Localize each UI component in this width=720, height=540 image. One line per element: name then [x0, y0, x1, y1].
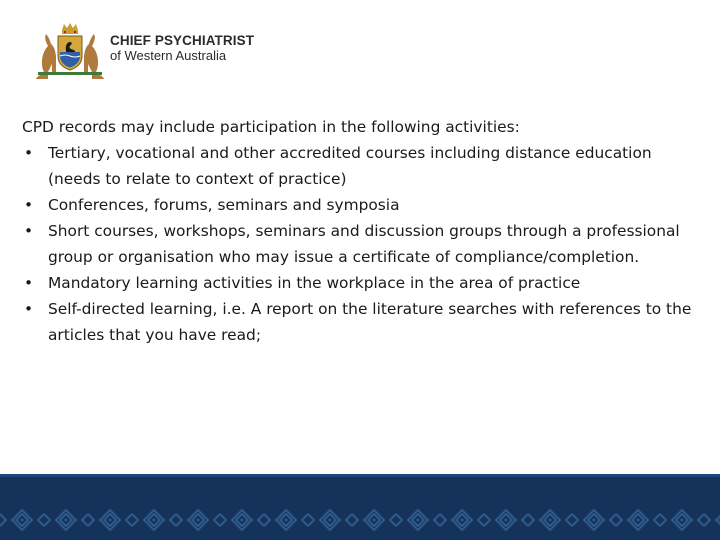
list-item-text: Short courses, workshops, seminars and discussion groups through a professional group or organisation who may issue a certificate of compliance/completion. [48, 222, 680, 266]
footer-band [0, 474, 720, 540]
slide-content [22, 114, 706, 348]
list-item-text: Tertiary, vocational and other accredited courses including distance education (needs to relate to context of practice) [48, 144, 652, 188]
activity-list [22, 140, 706, 348]
organisation-name [110, 33, 254, 63]
bullet-icon: • [24, 222, 34, 240]
footer-pattern [0, 474, 720, 540]
list-item-text: Mandatory learning activities in the workplace in the area of practice [48, 274, 581, 292]
list-item [22, 192, 706, 218]
list-item [22, 140, 706, 192]
list-item-text: Self-directed learning, i.e. A report on the literature searches with references to the articles that you have read; [48, 300, 692, 344]
intro-text: CPD records may include participation in the following activities: [22, 118, 520, 136]
organisation-title: CHIEF PSYCHIATRIST [110, 33, 255, 48]
organisation-subtitle: of Western Australia [110, 48, 227, 63]
bullet-icon: • [24, 144, 34, 162]
bullet-icon: • [24, 274, 34, 292]
bullet-icon: • [24, 300, 34, 318]
bullet-icon: • [24, 196, 34, 214]
wa-coat-of-arms-icon [34, 22, 106, 80]
list-item-text: Conferences, forums, seminars and symposia [48, 196, 400, 214]
list-item [22, 270, 706, 296]
list-item [22, 296, 706, 348]
header [0, 0, 720, 100]
list-item [22, 218, 706, 270]
